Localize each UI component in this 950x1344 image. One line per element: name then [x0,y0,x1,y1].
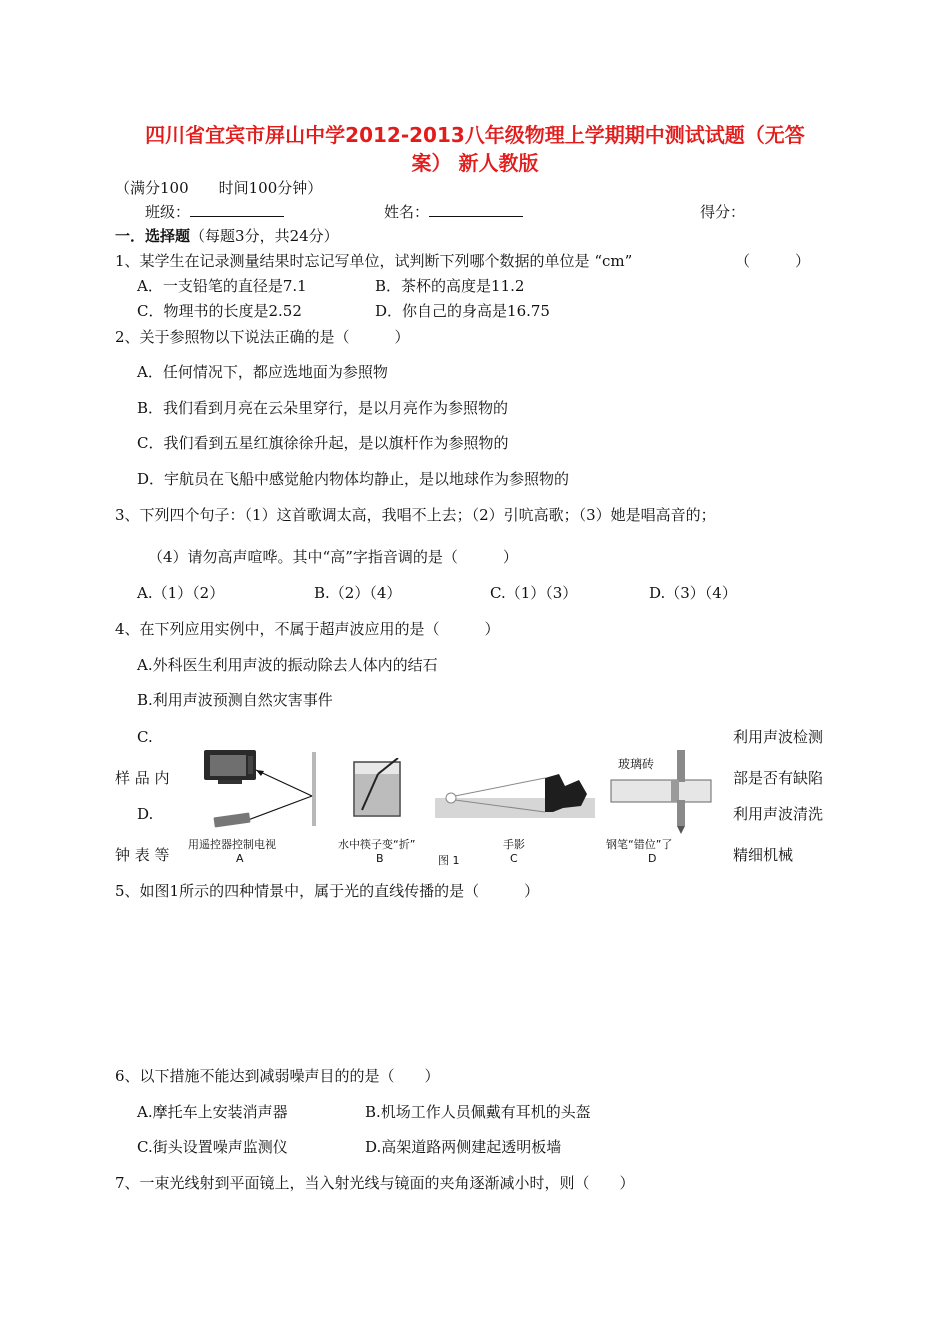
q4-option-d-cont-right: 精细机械 [733,846,794,864]
doc-title-line2: 案） 新人教版 [411,151,539,175]
exam-meta: （满分100 时间100分钟） [115,179,323,197]
q3-option-a: A.（1）（2） [137,584,225,602]
glass-brick-label: 玻璃砖 [618,757,655,771]
figure-caption-a: 用遥控器控制电视 [188,838,276,851]
tv-remote-illustration [190,746,325,831]
q4-option-d-cont-left: 钟 表 等 [115,846,170,864]
score-label: 得分： [700,203,746,221]
q3-stem-cont: （4）请勿高声喧哗。其中“高”字指音调的是（ ） [148,548,518,566]
chopstick-in-water-illustration [348,758,408,818]
doc-title-line1: 四川省宜宾市屏山中学2012-2013八年级物理上学期期中测试试题（无答 [145,123,805,147]
q7-stem: 7、一束光线射到平面镜上，当入射光线与镜面的夹角逐渐减小时，则（ ） [115,1174,635,1192]
q6-option-b: B.机场工作人员佩戴有耳机的头盔 [365,1103,591,1121]
q6-option-d: D.高架道路两侧建起透明板墙 [365,1138,562,1156]
q2-option-d: D．宇航员在飞船中感觉舱内物体均静止，是以地球作为参照物的 [137,470,570,488]
class-field [145,202,284,222]
q4-option-c-cont-left: 样 品 内 [115,769,170,787]
class-label: 班级： [145,203,191,221]
q6-option-a: A.摩托车上安装消声器 [137,1103,288,1121]
q4-option-d-right: 利用声波清洗 [733,805,824,823]
figure-caption-d: 钢笔“错位”了 [606,838,673,851]
q6-option-c: C.街头设置噪声监测仪 [137,1138,288,1156]
figure-caption-b: 水中筷子变“折” [338,838,416,851]
figure-letter-d: D [648,852,657,865]
q2-option-c: C．我们看到五星红旗徐徐升起，是以旗杆作为参照物的 [137,434,509,452]
q3-option-b: B.（2）（4） [314,584,402,602]
q6-stem: 6、以下措施不能达到减弱噪声目的的是（ ） [115,1067,440,1085]
section-note: （每题3分，共24分） [190,227,339,245]
q2-stem: 2、关于参照物以下说法正确的是（ ） [115,328,410,346]
q3-stem: 3、下列四个句子：（1）这首歌调太高，我唱不上去；（2）引吭高歌；（3）她是唱高音的； [115,506,716,524]
figure-letter-b: B [376,852,384,865]
name-label: 姓名： [384,203,430,221]
figure-label: 图 1 [438,854,460,867]
q4-stem: 4、在下列应用实例中，不属于超声波应用的是（ ） [115,620,500,638]
hand-shadow-illustration [435,772,595,820]
q1-answer-paren: （ ） [735,252,811,270]
q4-option-c: C. [137,728,153,746]
q1-stem: 1、某学生在记录测量结果时忘记写单位，试判断下列哪个数据的单位是 “cm” [115,252,633,270]
q4-option-a: A.外科医生利用声波的振动除去人体内的结石 [137,656,438,674]
q4-option-b: B.利用声波预测自然灾害事件 [137,691,333,709]
q2-option-a: A．任何情况下，都应选地面为参照物 [137,363,388,381]
figure-1 [180,740,720,870]
figure-letter-c: C [510,852,518,865]
q4-option-c-right: 利用声波检测 [733,728,824,746]
q1-option-d: D．你自己的身高是16.75 [375,302,550,320]
q4-option-d: D. [137,805,154,823]
q2-option-b: B．我们看到月亮在云朵里穿行，是以月亮作为参照物的 [137,399,509,417]
section-title: 选择题 [145,227,191,245]
q1-option-a: A．一支铅笔的直径是7.1 [137,277,307,295]
name-blank [429,202,523,217]
section-number: 一． [115,227,146,245]
q4-option-c-cont-right: 部是否有缺陷 [733,769,824,787]
section-heading [115,226,339,246]
class-blank [190,202,284,217]
figure-caption-c: 手影 [503,838,525,851]
q5-stem: 5、如图1所示的四种情景中，属于光的直线传播的是（ ） [115,882,540,900]
q1-option-b: B．茶杯的高度是11.2 [375,277,525,295]
name-field [384,202,523,222]
q3-option-c: C.（1）（3） [490,584,578,602]
q3-option-d: D.（3）（4） [649,584,737,602]
figure-letter-a: A [236,852,244,865]
q1-option-c: C．物理书的长度是2.52 [137,302,302,320]
